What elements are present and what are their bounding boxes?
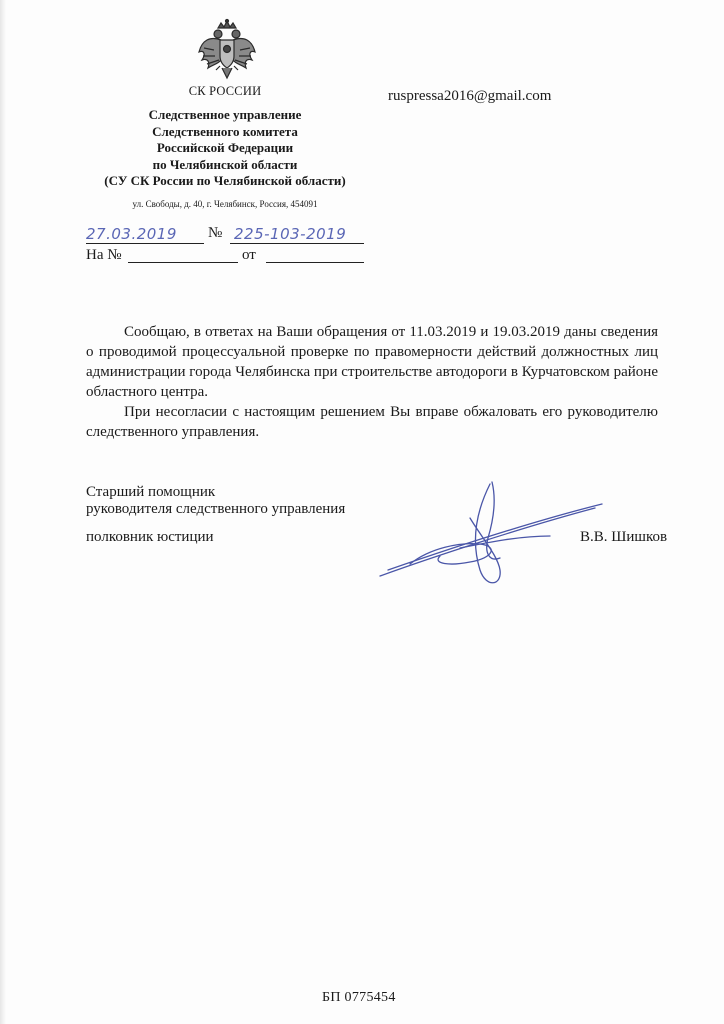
- org-address: ул. Свободы, д. 40, г. Челябинск, Россия, 454091: [132, 199, 318, 209]
- reply-date-blank: [266, 262, 364, 263]
- signer-name: В.В. Шишков: [580, 529, 668, 545]
- coat-of-arms-emblem: [196, 18, 258, 82]
- signer-position: [86, 484, 345, 518]
- org-line-4: по Челябинской области: [152, 156, 298, 172]
- organization-header: [60, 84, 390, 190]
- handwritten-date: 27.03.2019: [86, 225, 177, 243]
- signer-position-line-2: руководителя следственного управления: [86, 501, 346, 517]
- signer-rank: полковник юстиции: [86, 529, 214, 545]
- outgoing-registration: [86, 220, 376, 244]
- org-line-5: (СУ СК России по Челябинской области): [104, 173, 346, 188]
- letter-body: [86, 322, 658, 442]
- scan-edge: [0, 0, 6, 1024]
- reply-registration: [86, 242, 376, 266]
- signer-position-line-1: Старший помощник: [86, 484, 216, 500]
- org-line-3: Российской Федерации: [156, 140, 294, 155]
- org-line-2: Следственного комитета: [152, 123, 298, 139]
- reply-from-label: от: [242, 247, 256, 263]
- recipient-email: ruspressa2016@gmail.com: [388, 88, 552, 104]
- handwritten-signature: [370, 478, 610, 598]
- org-line-1: Следственное управление: [148, 107, 302, 122]
- reply-number-label: На №: [86, 247, 122, 263]
- agency-name: СК РОССИИ: [188, 84, 262, 98]
- reply-number-blank: [128, 262, 238, 263]
- body-paragraph-1: Сообщаю, в ответах на Ваши обращения от 11.03.2019 и 19.03.2019 даны сведения о проводимой процессуальной проверке по правомерности действий должностных лиц администрации города Челябинска при строительстве автодороги в Курчатовском районе областного центра.: [86, 324, 658, 400]
- number-label: №: [208, 225, 223, 241]
- body-paragraph-2: При несогласии с настоящим решением Вы вправе обжаловать его руководителю следственного управления.: [86, 404, 658, 440]
- form-serial-number: БП 0775454: [322, 990, 396, 1005]
- handwritten-number: 225-103-2019: [234, 225, 347, 243]
